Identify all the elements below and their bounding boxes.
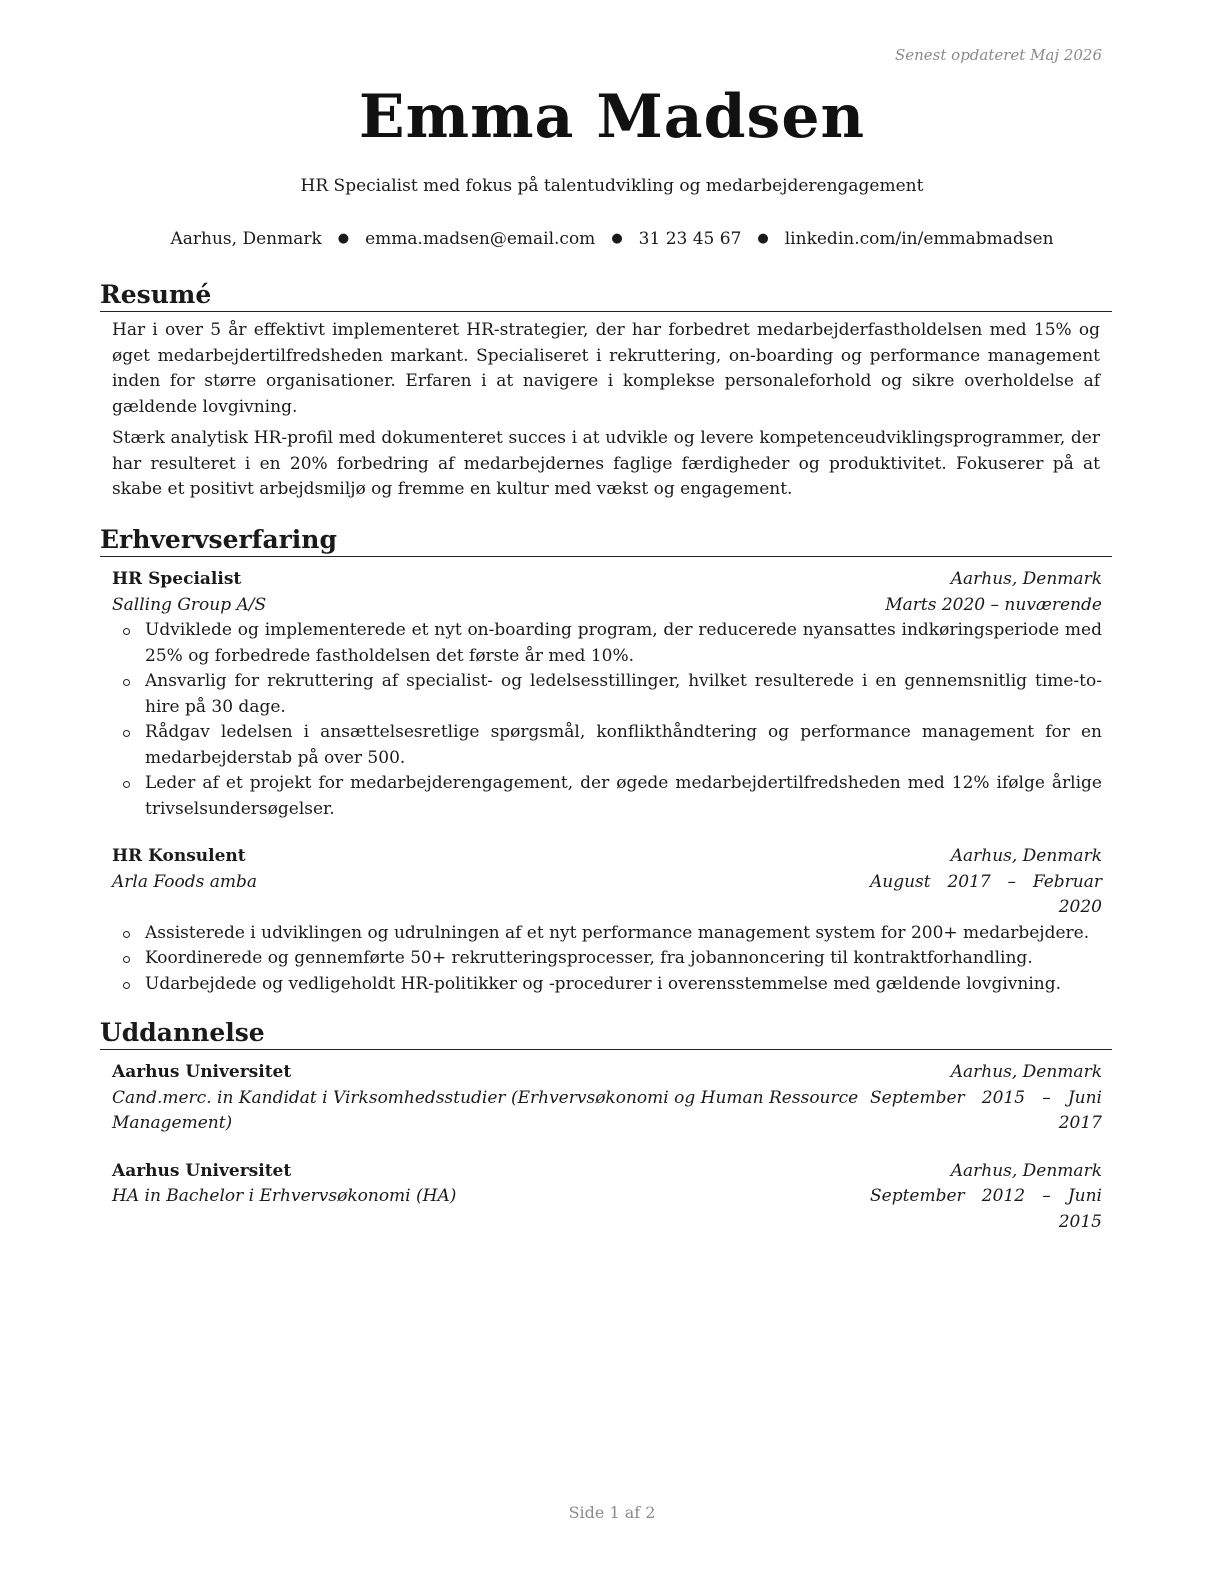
education-location: Aarhus, Denmark [950,1062,1102,1082]
education-location: Aarhus, Denmark [950,1160,1102,1181]
list-item: Assisterede i udviklingen og udrulningen af et nyt performance management system for 200+ medarbejdere. [145,921,1102,947]
list-item: Udarbejdede og vedligeholdt HR-politikker og -procedurer i overensstemmelse med gældende lovgivning. [145,972,1102,998]
education-school: Aarhus Universitet [112,1160,292,1181]
list-item: Leder af et projekt for medarbejderengagement, der øgede medarbejdertilfredsheden med 12% ifølge årlige trivselsundersøgelser. [145,771,1102,822]
job-dates: Marts 2020 – nuværende [885,594,1102,615]
education-dates-line: September 2012 – Juni [870,1186,1102,1206]
job-role: HR Konsulent [112,846,246,866]
job-dates-line: August 2017 – Februar [870,871,1102,892]
education-degree: Cand.merc. in Kandidat i Virksomhedsstudier (Erhvervsøkonomi og Human Ressource Management) [112,1087,859,1133]
section-title-experience: Erhvervserfaring [100,525,1112,557]
section-title-summary: Resumé [100,280,1112,312]
section-title-education: Uddannelse [100,1018,1112,1050]
job-company: Arla Foods amba [112,871,257,892]
bullet-separator-icon: ● [337,231,350,246]
contact-location: Aarhus, Denmark [170,229,322,249]
job-location: Aarhus, Denmark [950,846,1102,866]
job-location: Aarhus, Denmark [950,569,1102,589]
education-section [100,1018,1112,1235]
education-entry [112,1060,1102,1137]
job-role: HR Specialist [112,569,242,589]
list-item: Ansvarlig for rekruttering af specialist- og ledelsesstillinger, hvilket resulterede i en gennemsnitlig time-to-hire på 30 dage. [145,669,1102,720]
candidate-headline: HR Specialist med fokus på talentudvikling og medarbejderengagement [300,176,924,196]
bullet-separator-icon: ● [757,231,769,246]
education-dates [870,1184,1102,1235]
list-item: Koordinerede og gennemførte 50+ rekrutteringsprocesser, fra jobannoncering til kontraktforhandling. [145,946,1102,972]
education-dates-line: 2015 [1058,1211,1102,1232]
contact-line [0,229,1224,249]
candidate-name: Emma Madsen [358,82,866,152]
job-bullets [112,618,1102,822]
job-dates [870,870,1102,921]
education-degree: HA in Bachelor i Erhvervsøkonomi (HA) [112,1186,457,1206]
page-number: Side 1 af 2 [568,1503,656,1522]
list-item: Rådgav ledelsen i ansættelsesretlige spørgsmål, konflikthåndtering og performance management for en medarbejderstab på over 500. [145,720,1102,771]
job-bullets [112,921,1102,998]
education-school: Aarhus Universitet [112,1062,292,1082]
summary-paragraph: Stærk analytisk HR-profil med dokumenteret succes i at udvikle og levere kompetenceudviklingsprogrammer, der har resulteret i en 20% forbedring af medarbejdernes faglige færdigheder og produktivitet. Fokuserer på at skabe et positivt arbejdsmiljø og fremme en kultur med vækst og engagement. [112,428,1100,499]
summary-section [100,280,1112,503]
education-entry [112,1159,1102,1236]
bullet-separator-icon: ● [611,231,623,246]
contact-linkedin[interactable]: linkedin.com/in/emmabmadsen [784,229,1054,249]
education-dates-line: 2017 [1058,1113,1102,1133]
contact-email[interactable]: emma.madsen@email.com [365,229,596,249]
experience-section [100,525,1112,997]
summary-paragraph: Har i over 5 år effektivt implementeret HR-strategier, der har forbedret medarbejderfastholdelsen med 15% og øget medarbejdertilfredsheden markant. Specialiseret i rekruttering, on-boarding og performance management inden for større organisationer. Erfaren i at navigere i komplekse personaleforhold og sikre overholdelse af gældende lovgivning. [112,320,1100,417]
contact-phone: 31 23 45 67 [638,229,742,249]
list-item: Udviklede og implementerede et nyt on-boarding program, der reducerede nyansattes indkøringsperiode med 25% og forbedrede fastholdelsen det første år med 10%. [145,618,1102,669]
job-dates-line: 2020 [1058,897,1102,917]
job-company: Salling Group A/S [112,594,267,615]
education-dates [870,1086,1102,1137]
education-dates-line: September 2015 – Juni [870,1087,1102,1108]
last-updated: Senest opdateret Maj 2026 [894,46,1102,64]
job-entry [112,567,1102,822]
job-entry [112,844,1102,997]
